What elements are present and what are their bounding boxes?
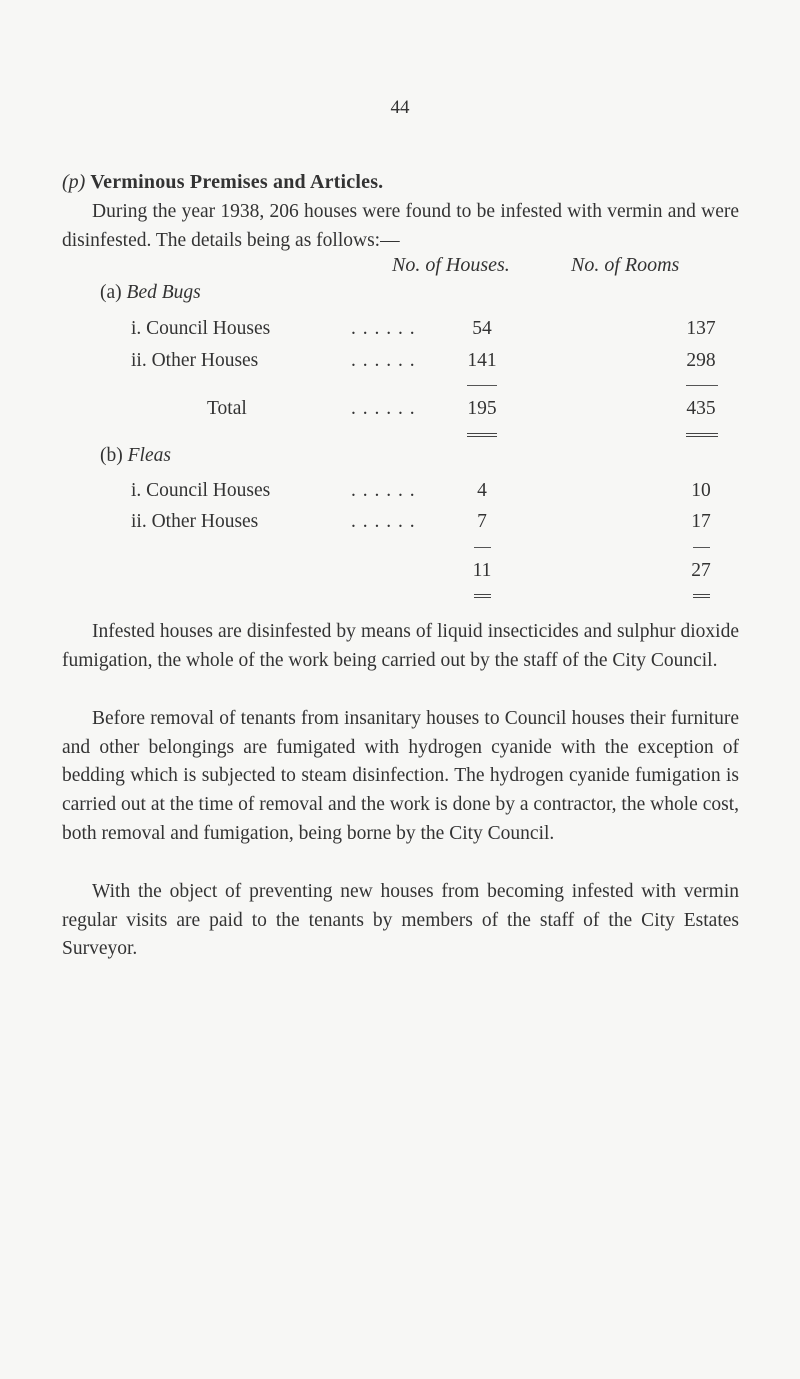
leader-dots: . . . . . . [351,511,416,532]
leader-dots: . . . . . . [351,398,416,419]
fleas-label [100,445,171,467]
body-paragraph: Before removal of tenants from insanitary houses to Council houses their furniture and other belongings are fumigated with hydrogen cyanide with the exception of bedding which is subjected to steam disinfection. The hydrogen cyanide fumigation is carried out at the time of removal and the work is done by a contractor, the whole cost, both removal and fumigation, being borne by the City Council. [62,708,739,844]
total-double-rule [693,594,710,598]
intro-paragraph: During the year 1938, 206 houses were found to be infested with vermin and were disinfested. The details being as follows:— [62,201,739,251]
bed-bugs-total-rooms: 435 [686,398,716,419]
fleas-title: Fleas [127,445,171,466]
bed-bugs-rooms-value: 137 [686,318,716,339]
total-double-rule [686,433,718,437]
leader-dots: . . . . . . [351,318,416,339]
bed-bugs-title: Bed Bugs [126,282,201,303]
leader-dots: . . . . . . [351,350,416,371]
fleas-rooms-value: 17 [691,511,711,532]
bed-bugs-rooms-value: 298 [686,350,716,371]
page-number: 44 [390,97,410,118]
leader-dots: . . . . . . [351,480,416,501]
bed-bugs-label [100,282,201,304]
body-paragraph: With the object of preventing new houses from becoming infested with vermin regular visits are paid to the tenants by members of the staff of the City Estates Surveyor. [62,881,739,960]
fleas-row-label: i. Council Houses [131,480,271,501]
subtotal-rule [693,547,710,548]
bed-bugs-total-houses: 195 [467,398,497,419]
fleas-houses-value: 7 [477,511,487,532]
subtotal-rule [467,385,497,386]
fleas-row-label: ii. Other Houses [131,511,259,532]
fleas-total-houses: 11 [472,560,492,581]
bed-bugs-houses-value: 141 [467,350,497,371]
bed-bugs-row-label: i. Council Houses [131,318,271,339]
body-paragraph: Infested houses are disinfested by means of liquid insecticides and sulphur dioxide fumigation, the whole of the work being carried out by the staff of the City Council. [62,621,739,671]
total-double-rule [474,594,491,598]
bed-bugs-total-label: Total [207,398,247,419]
total-double-rule [467,433,497,437]
section-title: Verminous Premises and Articles. [90,171,384,193]
fleas-prefix: (b) [100,445,123,466]
section-heading [62,171,383,194]
bed-bugs-row-label: ii. Other Houses [131,350,259,371]
fleas-rooms-value: 10 [691,480,711,501]
subtotal-rule [474,547,491,548]
bed-bugs-prefix: (a) [100,282,122,303]
fleas-total-rooms: 27 [691,560,711,581]
column-header-rooms: No. of Rooms [571,254,680,276]
fleas-houses-value: 4 [477,480,487,501]
section-label: (p) [62,171,86,193]
subtotal-rule [686,385,718,386]
column-header-houses: No. of Houses. [392,254,510,276]
bed-bugs-houses-value: 54 [472,318,492,339]
